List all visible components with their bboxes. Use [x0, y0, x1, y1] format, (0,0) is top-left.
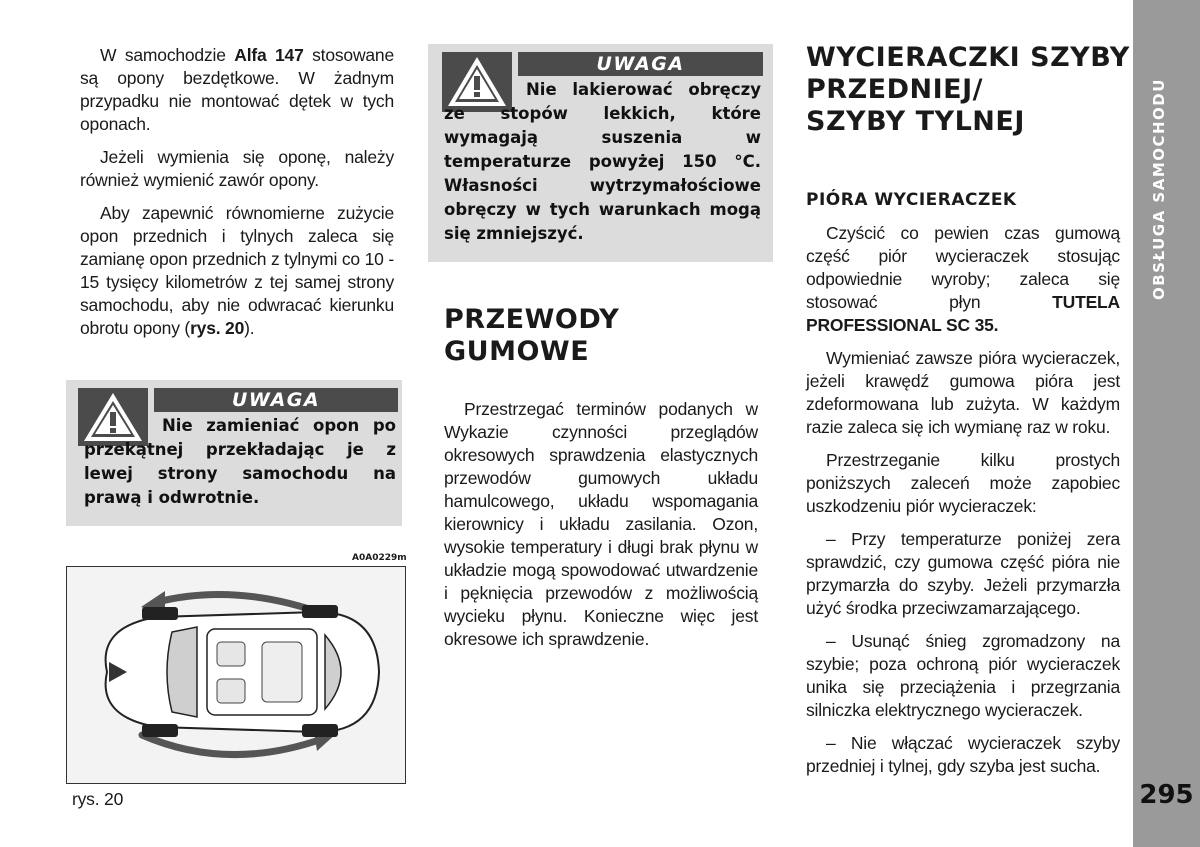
figure-tire-rotation: [66, 566, 406, 784]
warning-title: UWAGA: [154, 388, 398, 412]
col1-text: [80, 44, 394, 350]
col3-text: [806, 222, 1120, 788]
windshield: [167, 627, 197, 717]
paragraph: – Usunąć śnieg zgromadzony na szybie; poza ochroną piór wycieraczek unika się przeciążenia i przegrzania silniczka elektrycznego wycieraczek.: [806, 631, 1120, 720]
brand-name: Alfa 147: [234, 45, 304, 65]
col2-text: [444, 398, 758, 661]
car-top-view-illustration: [67, 567, 404, 782]
figure-code: A0A0229m: [352, 553, 407, 563]
paragraph: Przestrzegać terminów podanych w Wykazie czynności przeglądów okresowych sprawdzenia elastycznych przewodów gumowych układu hamulcowego, układu wspomagania kierownicy i układu zasilania. Ozon, wysokie temperatury i długi brak płynu w układzie mogą spowodować utwardzenie i pęknięcia przewodów z możliwością wycieku płynu. Konieczne więc jest okresowe ich sprawdzenie.: [444, 399, 758, 649]
warning-box: [66, 380, 402, 526]
subsection-heading: PIÓRA WYCIERACZEK: [806, 190, 1017, 210]
paragraph: Jeżeli wymienia się oponę, należy również wymienić zawór opony.: [80, 147, 394, 190]
product-name: TUTELA PROFESSIONAL SC 35.: [806, 292, 1120, 335]
figure-caption: rys. 20: [72, 789, 124, 809]
wheel-rear-left: [302, 605, 338, 618]
warning-box: [428, 44, 773, 262]
paragraph: W samochodzie Alfa 147 stosowane są opony bezdętkowe. W żadnym przypadku nie montować dętek w tych oponach.: [80, 45, 394, 134]
paragraph: Przestrzeganie kilku prostych poniższych zaleceń może zapobiec uszkodzeniu piór wycieraczek:: [806, 450, 1120, 516]
section-title: OBSŁUGA SAMOCHODU: [1150, 78, 1168, 300]
warning-text: Nie zamieniać opon po przekątnej przekładając je z lewej strony samochodu na prawą i odwrotnie.: [84, 416, 396, 507]
paragraph: Aby zapewnić równomierne zużycie opon przednich i tylnych zaleca się zamianę opon przednich z tylnymi co 10 - 15 tysięcy kilometrów z tej samej strony samochodu, aby nie odwracać kierunku obrotu opony (rys. 20).: [80, 203, 394, 338]
paragraph: – Przy temperaturze poniżej zera sprawdzić, czy gumowa część pióra nie przymarzła do szyby. Jeżeli przymarzła użyć środka przeciwzamarzającego.: [806, 529, 1120, 618]
wheel-rear-right: [302, 724, 338, 737]
wheel-front-left: [142, 607, 178, 620]
warning-title: UWAGA: [518, 52, 763, 76]
warning-text: Nie lakierować obręczy ze stopów lekkich, które wymagają suszenia w temperaturze powyżej 150 °C. Własności wytrzymałościowe obręczy w tych warunkach mogą się zmniejszyć.: [444, 80, 761, 243]
paragraph: – Nie włączać wycieraczek szyby przedniej i tylnej, gdy szyba jest sucha.: [806, 733, 1120, 776]
wheel-front-right: [142, 724, 178, 737]
figure-reference: rys. 20: [190, 318, 245, 338]
section-heading: WYCIERACZKI SZYBY PRZEDNIEJ/ SZYBY TYLNEJ: [806, 42, 1130, 137]
paragraph: Czyścić co pewien czas gumową część piór wycieraczek stosując odpowiednie wyroby; zaleca się stosować płyn TUTELA PROFESSIONAL SC 35.: [806, 223, 1120, 335]
paragraph: Wymieniać zawsze pióra wycieraczek, jeżeli krawędź gumowa pióra jest zdeformowana lub zużyta. W każdym razie zaleca się ich wymianę raz w roku.: [806, 348, 1120, 437]
section-heading: PRZEWODY GUMOWE: [444, 304, 620, 367]
page-number: 295: [1139, 780, 1194, 810]
rotation-arrow-bottom: [142, 735, 322, 755]
